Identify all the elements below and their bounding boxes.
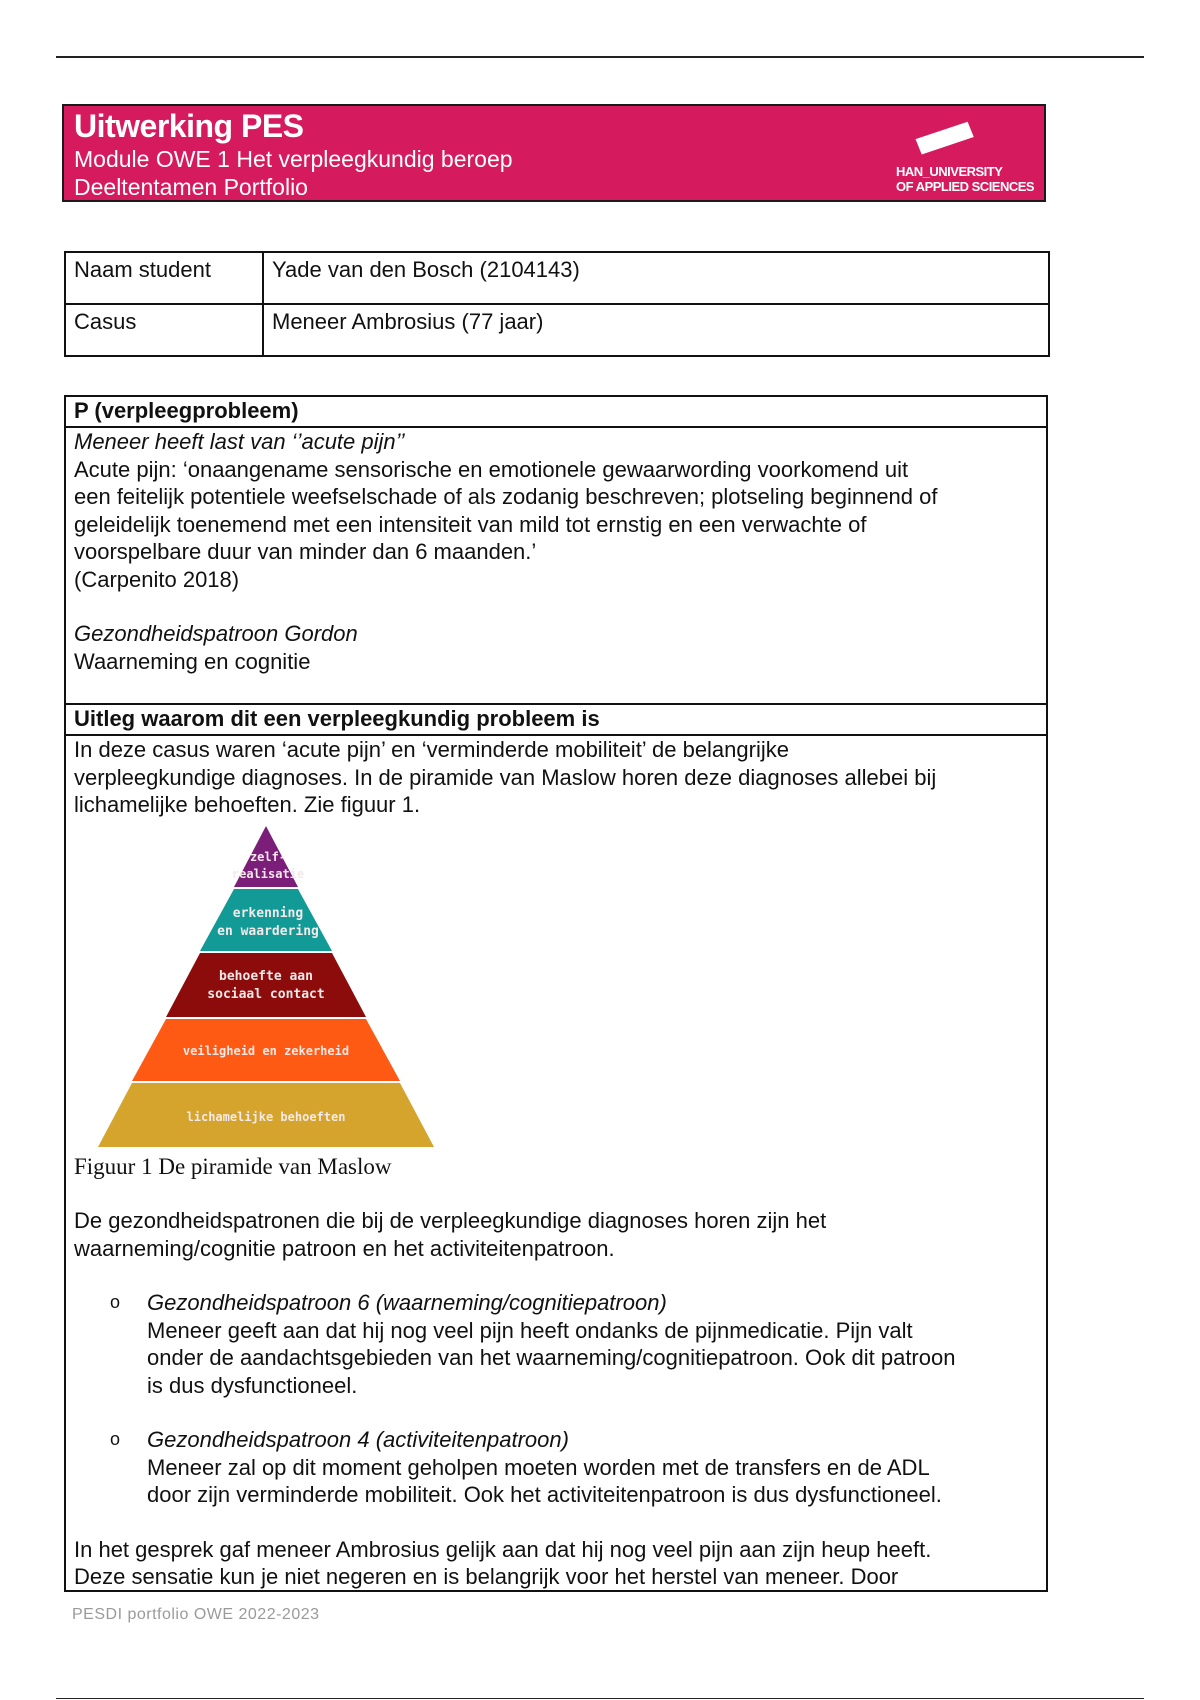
- explanation-heading: Uitleg waarom dit een verpleegkundig probleem is: [66, 703, 1046, 736]
- bullet-line: door zijn verminderde mobiliteit. Ook het activiteitenpatroon is dus dysfunctioneel.: [147, 1482, 942, 1507]
- page-footer: PESDI portfolio OWE 2022-2023: [72, 1606, 320, 1623]
- problem-statement: Meneer heeft last van ‘’acute pijn’’: [74, 429, 405, 454]
- pattern-label: Gezondheidspatroon Gordon: [74, 621, 358, 646]
- definition-line: Acute pijn: ‘onaangename sensorische en emotionele gewaarwording voorkomend uit: [74, 456, 909, 482]
- bullet-circle-icon: o: [110, 1429, 121, 1449]
- pes-main-table: [64, 395, 1048, 1592]
- student-info-table: [64, 251, 1050, 357]
- student-label: Naam student: [65, 252, 263, 304]
- patterns-intro-line: waarneming/cognitie patroon en het activiteitenpatroon.: [74, 1235, 615, 1261]
- list-item: [74, 1289, 1038, 1399]
- citation: (Carpenito 2018): [74, 566, 240, 592]
- intro-line: verpleegkundige diagnoses. In de piramide van Maslow horen deze diagnoses allebei bij: [74, 764, 937, 790]
- top-rule: [56, 56, 1144, 58]
- case-value: Meneer Ambrosius (77 jaar): [263, 304, 1049, 356]
- pyramid-label: erkenning: [232, 905, 304, 921]
- patterns-intro-line: De gezondheidspatronen die bij de verpleegkundige diagnoses horen zijn het: [74, 1208, 827, 1233]
- bullet-line: onder de aandachtsgebieden van het waarneming/cognitiepatroon. Ook dit patroon: [147, 1345, 956, 1370]
- bullet-line: is dus dysfunctioneel.: [147, 1372, 358, 1398]
- bullet-line: Meneer zal op dit moment geholpen moeten worden met de transfers en de ADL: [147, 1454, 930, 1480]
- maslow-pyramid: [76, 823, 456, 1153]
- definition-line: voorspelbare duur van minder dan 6 maanden.’: [74, 539, 537, 564]
- bullet-line: Meneer geeft aan dat hij nog veel pijn heeft ondanks de pijnmedicatie. Pijn valt: [147, 1317, 913, 1343]
- han-logo-text: [896, 164, 1034, 194]
- pyramid-level-3: [166, 953, 366, 1017]
- figure-caption: Figuur 1 De piramide van Maslow: [74, 1153, 392, 1179]
- header-banner: [62, 104, 1046, 202]
- pattern-value: Waarneming en cognitie: [74, 648, 311, 674]
- case-label: Casus: [65, 304, 263, 356]
- list-item: [74, 1426, 1038, 1509]
- bottom-rule: [56, 1698, 1144, 1699]
- closing-line: In het gesprek gaf meneer Ambrosius gelijk aan dat hij nog veel pijn aan zijn heup heeft.: [74, 1536, 932, 1562]
- closing-line: Deze sensatie kun je niet negeren en is belangrijk voor het herstel van meneer. Door: [74, 1564, 899, 1589]
- table-row: [65, 304, 1049, 356]
- logo-line-1: HAN_UNIVERSITY: [896, 164, 1003, 179]
- pyramid-label: sociaal contact: [207, 986, 325, 1002]
- pyramid-label: en waardering: [217, 923, 319, 939]
- problem-section: [66, 428, 1046, 703]
- pyramid-label: veiligheid en zekerheid: [182, 1043, 350, 1058]
- bullet-circle-icon: o: [110, 1292, 121, 1312]
- logo-line-2: OF APPLIED SCIENCES: [896, 179, 1035, 194]
- pyramid-label: lichamelijke behoeften: [186, 1109, 346, 1124]
- pyramid-label: realisatie: [231, 866, 305, 881]
- pyramid-label: zelf-: [249, 849, 287, 864]
- document-subtitle: Deeltentamen Portfolio: [74, 174, 308, 200]
- explanation-section: [66, 736, 1046, 1591]
- bullet-title: Gezondheidspatroon 6 (waarneming/cognitiepatroon): [147, 1290, 667, 1315]
- pyramid-label: behoefte aan: [219, 968, 313, 984]
- module-title: Module OWE 1 Het verpleegkundig beroep: [74, 146, 513, 172]
- document-title: Uitwerking PES: [74, 108, 304, 144]
- student-value: Yade van den Bosch (2104143): [263, 252, 1049, 304]
- table-row: [65, 252, 1049, 304]
- intro-line: In deze casus waren ‘acute pijn’ en ‘verminderde mobiliteit’ de belangrijke: [74, 737, 789, 762]
- intro-line: lichamelijke behoeften. Zie figuur 1.: [74, 792, 421, 817]
- definition-line: een feitelijk potentiele weefselschade of als zodanig beschreven; plotseling beginnend of: [74, 484, 938, 509]
- definition-line: geleidelijk toenemend met een intensiteit van mild tot ernstig en een verwachte of: [74, 511, 867, 537]
- bullet-title: Gezondheidspatroon 4 (activiteitenpatroon): [147, 1427, 569, 1452]
- problem-heading: P (verpleegprobleem): [66, 397, 1046, 428]
